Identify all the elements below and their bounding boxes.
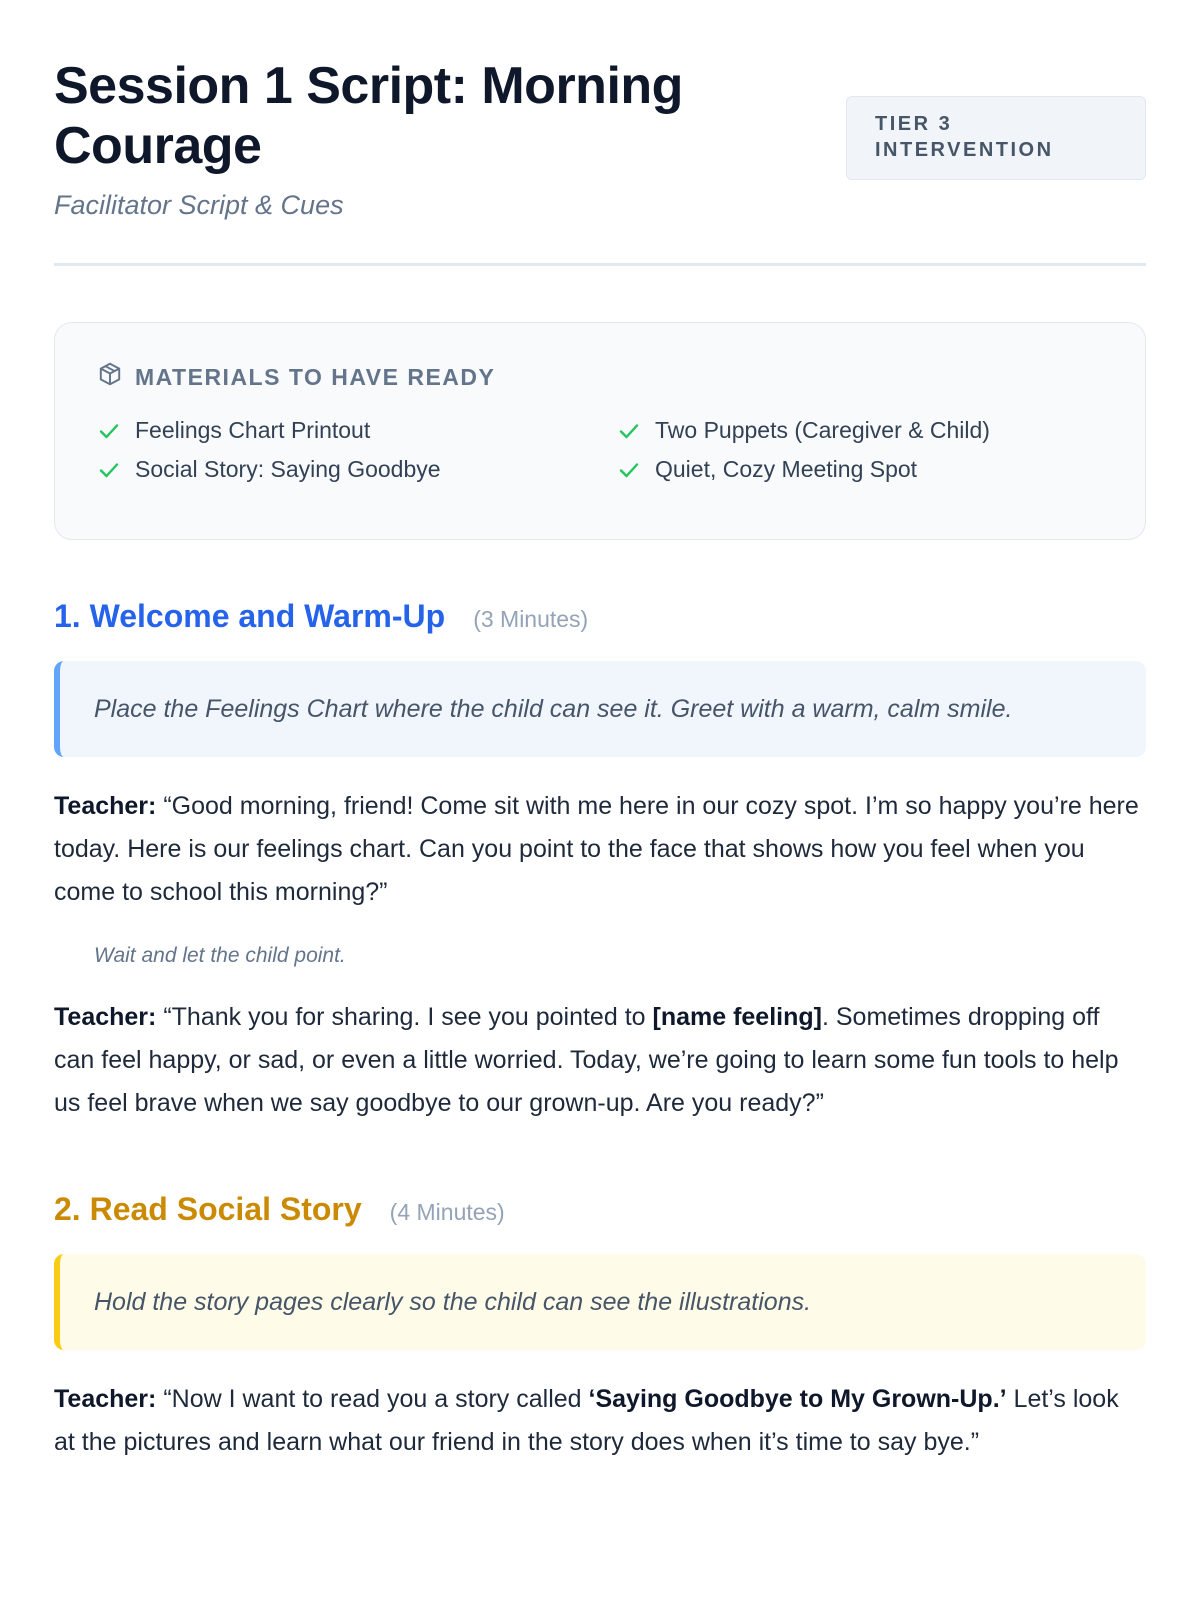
section-title: 2. Read Social Story (54, 1191, 362, 1227)
materials-heading (97, 361, 1105, 393)
page-title: Session 1 Script: Morning Courage (54, 57, 683, 175)
facilitator-cue: Place the Feelings Chart where the child can see it. Greet with a warm, calm smile. (54, 661, 1146, 757)
story-title: ‘Saying Goodbye to My Grown-Up.’ (588, 1385, 1007, 1413)
list-item (97, 456, 617, 483)
materials-heading-label: MATERIALS TO HAVE READY (135, 363, 496, 390)
materials-panel (54, 322, 1146, 540)
check-icon (97, 419, 121, 443)
page-subtitle: Facilitator Script & Cues (54, 190, 344, 220)
list-item (617, 456, 1105, 483)
teacher-text: “Good morning, friend! Come sit with me here in our cozy spot. I’m so happy you’re here today. Here is our feelings chart. Can you point to the face that shows how you feel when you come to school this morning?” (54, 792, 1139, 906)
check-icon (97, 458, 121, 482)
header (54, 0, 1146, 266)
material-label: Two Puppets (Caregiver & Child) (655, 417, 990, 443)
check-icon (617, 419, 641, 443)
section-duration: (3 Minutes) (473, 606, 589, 632)
teacher-line (54, 785, 1146, 914)
facilitator-cue: Hold the story pages clearly so the child can see the illustrations. (54, 1254, 1146, 1350)
placeholder-text: [name feeling] (652, 1003, 822, 1031)
list-item (97, 417, 617, 444)
teacher-line (54, 996, 1146, 1125)
material-label: Feelings Chart Printout (135, 417, 371, 443)
teacher-line (54, 1378, 1146, 1464)
teacher-text: “Thank you for sharing. I see you pointed to (163, 1003, 653, 1031)
material-label: Quiet, Cozy Meeting Spot (655, 456, 918, 482)
material-label: Social Story: Saying Goodbye (135, 456, 441, 482)
teacher-text: Let’s look at the pictures and learn what our friend in the story does when it’s time to say bye.” (54, 1385, 1119, 1456)
teacher-text: “Now I want to read you a story called (163, 1385, 589, 1413)
speaker-label: Teacher: (54, 1003, 157, 1031)
list-item (617, 417, 1105, 444)
check-icon (617, 458, 641, 482)
speaker-label: Teacher: (54, 1385, 157, 1413)
section-2-heading (54, 1191, 1146, 1228)
stage-direction: Wait and let the child point. (94, 944, 346, 967)
section-title: 1. Welcome and Warm-Up (54, 598, 446, 634)
speaker-label: Teacher: (54, 792, 157, 820)
section-1-heading (54, 598, 1146, 635)
box-icon (97, 361, 123, 393)
materials-list (97, 417, 1105, 483)
section-duration: (4 Minutes) (389, 1199, 505, 1225)
tier-badge: TIER 3 INTERVENTION (846, 96, 1146, 180)
teacher-text: . Sometimes dropping off can feel happy, or sad, or even a little worried. Today, we’re going to learn some fun tools to help us feel brave when we say goodbye to our grown-up. Are you ready?” (54, 1003, 1119, 1117)
